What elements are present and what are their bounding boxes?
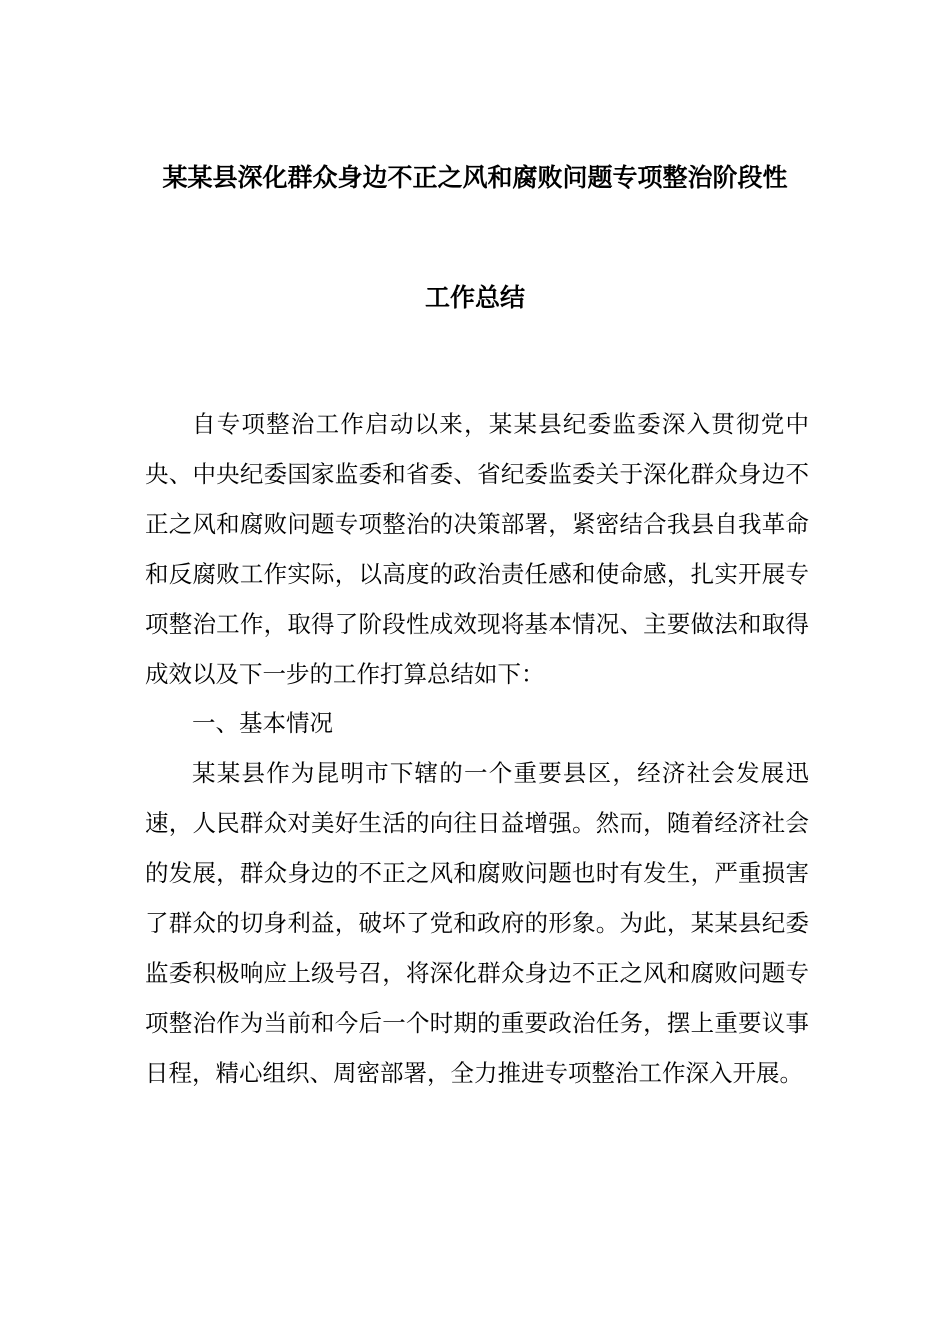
document-title-line-2: 工作总结 [424,283,525,312]
paragraph-intro: 自专项整治工作启动以来，某某县纪委监委深入贯彻党中央、中央纪委国家监委和省委、省纪委监委关于深化群众身边不正之风和腐败问题专项整治的决策部署，紧密结合我县自我革命和反腐败工作实际，以高度的政治责任感和使命感，扎实开展专项整治工作，取得了阶段性成效现将基本情况、主要做法和取得成效以及下一步的工作打算总结如下： [145,410,809,688]
document-body [145,400,809,1099]
document-title-line-1: 某某县深化群众身边不正之风和腐败问题专项整治阶段性 [162,163,788,192]
section-heading-basic-situation: 一、基本情况 [192,709,333,738]
paragraph-basic-situation: 某某县作为昆明市下辖的一个重要县区，经济社会发展迅速，人民群众对美好生活的向往日益增强。然而，随着经济社会的发展，群众身边的不正之风和腐败问题也时有发生，严重损害了群众的切身利益，破坏了党和政府的形象。为此，某某县纪委监委积极响应上级号召，将深化群众身边不正之风和腐败问题专项整治作为当前和今后一个时期的重要政治任务，摆上重要议事日程，精心组织、周密部署，全力推进专项整治工作深入开展。 [145,759,809,1087]
